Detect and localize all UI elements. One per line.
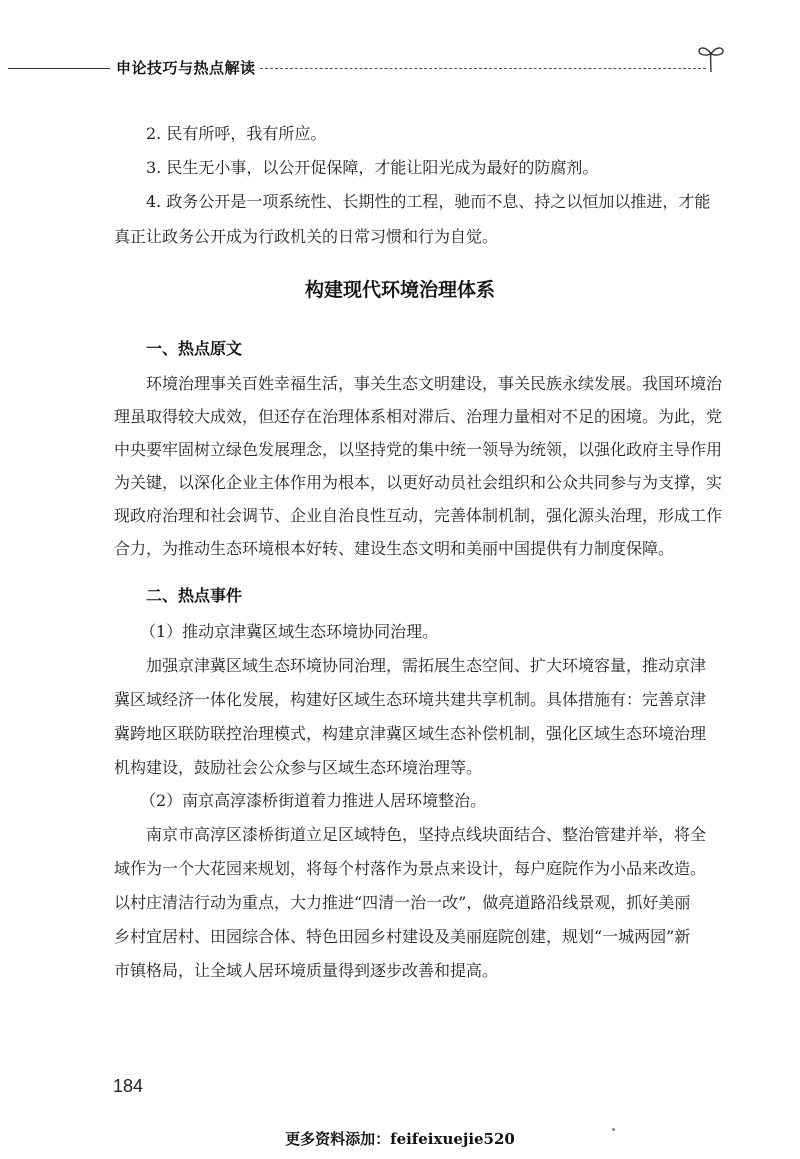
intro-item-4-cont: 真正让政务公开成为行政机关的日常习惯和行为自觉。: [114, 227, 499, 246]
part1-line: 环境治理事关百姓幸福生活，事关生态文明建设，事关民族永续发展。我国环境治: [146, 374, 723, 393]
part1-line: 为关键，以深化企业主体作用为根本，以更好动员社会组织和公众共同参与为支撑，实: [114, 473, 723, 492]
page-number: 184: [113, 1076, 144, 1096]
part1-line: 合力，为推动生态环境根本好转、建设生态文明和美丽中国提供有力制度保障。: [114, 539, 675, 558]
event2-line: 市镇格局，让全域人居环境质量得到逐步改善和提高。: [114, 961, 499, 980]
part1-line: 现政府治理和社会调节、企业自治良性互动，完善体制机制，强化源头治理，形成工作: [114, 506, 723, 525]
event2-title: （2）南京高淳漆桥街道着力推进人居环境整治。: [140, 791, 487, 810]
header-dashed-rule: [260, 68, 706, 69]
footer-note: 更多资料添加：feifeixuejie520: [285, 1130, 515, 1148]
event2-line: 以村庄清洁行动为重点，大力推进“四清一治一改”，做亮道路沿线景观，抓好美丽: [114, 893, 691, 912]
header-rule-left: [8, 68, 110, 69]
event1-line: 冀区域经济一体化发展，构建好区域生态环境共建共享机制。具体措施有：完善京津: [114, 690, 707, 709]
event1-line: 冀跨地区联防联控治理模式，构建京津冀区域生态补偿机制，强化区域生态环境治理: [114, 724, 707, 743]
intro-item-4: 4. 政务公开是一项系统性、长期性的工程，驰而不息、持之以恒加以推进，才能: [146, 192, 711, 211]
heading-part1: 一、热点原文: [146, 339, 243, 358]
intro-item-3: 3. 民生无小事，以公开促保障，才能让阳光成为最好的防腐剂。: [146, 158, 599, 177]
event1-line: 加强京津冀区域生态环境协同治理，需拓展生态空间、扩大环境容量，推动京津: [146, 656, 707, 675]
section-title: 构建现代环境治理体系: [304, 279, 495, 301]
part1-line: 理虽取得较大成效，但还存在治理体系相对滞后、治理力量相对不足的困境。为此，党: [114, 407, 723, 426]
heading-part2: 二、热点事件: [146, 586, 243, 605]
sprout-icon: [696, 42, 726, 74]
event2-line: 乡村宜居村、田园综合体、特色田园乡村建设及美丽庭院创建，规划“一城两园”新: [114, 927, 691, 946]
part1-line: 中央要牢固树立绿色发展理念，以坚持党的集中统一领导为统领，以强化政府主导作用: [114, 440, 723, 459]
event1-line: 机构建设，鼓励社会公众参与区域生态环境治理等。: [114, 758, 483, 777]
scan-dot: [612, 1128, 615, 1131]
event2-line: 南京市高淳区漆桥街道立足区域特色，坚持点线块面结合、整治管建并举，将全: [146, 825, 707, 844]
header-title: 申论技巧与热点解读: [116, 59, 256, 77]
intro-item-2: 2. 民有所呼，我有所应。: [146, 124, 327, 143]
running-header: [0, 44, 800, 88]
event1-title: （1）推动京津冀区域生态环境协同治理。: [140, 622, 439, 641]
event2-line: 域作为一个大花园来规划，将每个村落作为景点来设计，每户庭院作为小品来改造。: [114, 859, 707, 878]
